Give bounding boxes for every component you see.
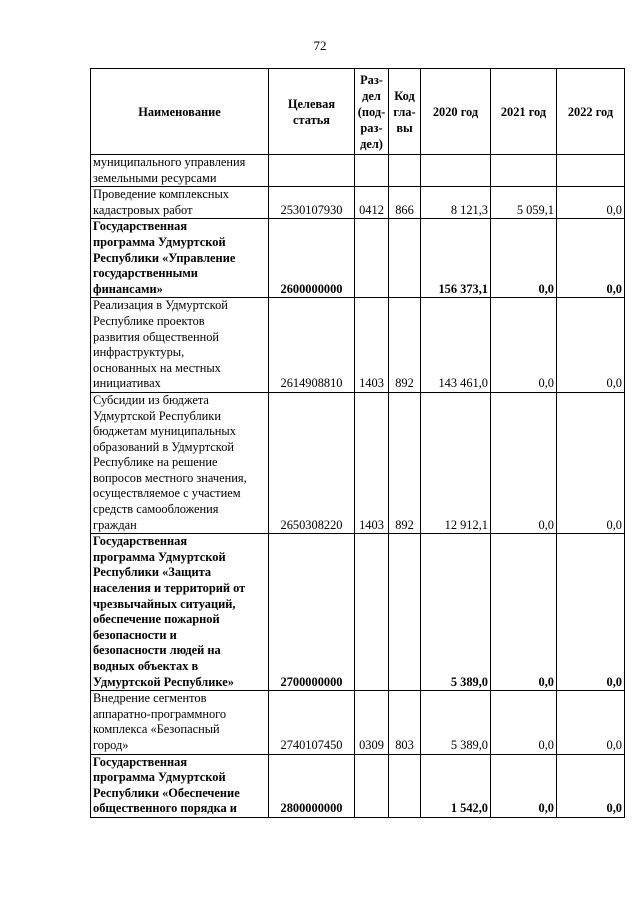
- page-number: 72: [313, 38, 327, 53]
- cell-chapter: [389, 534, 421, 691]
- cell-chapter: 803: [389, 691, 421, 754]
- cell-section: [355, 534, 389, 691]
- cell-target: 2800000000: [269, 754, 355, 817]
- cell-name: Реализация в Удмуртской Республике проектов развития общественной инфраструктуры, основанных на местных инициативах: [91, 298, 269, 393]
- cell-name: Государственная программа Удмуртской Республики «Защита населения и территорий от чрезвычайных ситуаций, обеспечение пожарной безопасности и безопасности людей на водных объектах в Удмуртской Республике»: [91, 534, 269, 691]
- cell-target: 2530107930: [269, 187, 355, 219]
- header-target: Целевая статья: [269, 69, 355, 155]
- cell-2020: 156 373,1: [421, 219, 491, 298]
- cell-2021: 0,0: [491, 691, 557, 754]
- cell-section: 1403: [355, 392, 389, 533]
- cell-name: Государственная программа Удмуртской Республики «Обеспечение общественного порядка и: [91, 754, 269, 817]
- header-row: [91, 69, 625, 155]
- cell-name: Государственная программа Удмуртской Республики «Управление государственными финансами»: [91, 219, 269, 298]
- header-section: Раз- дел (под- раз- дел): [355, 69, 389, 155]
- cell-2022: 0,0: [557, 392, 625, 533]
- cell-2021: [491, 155, 557, 187]
- cell-target: 2650308220: [269, 392, 355, 533]
- cell-2021: 0,0: [491, 392, 557, 533]
- cell-2021: 0,0: [491, 534, 557, 691]
- cell-target: [269, 155, 355, 187]
- cell-name: Проведение комплексных кадастровых работ: [91, 187, 269, 219]
- cell-2020: 5 389,0: [421, 534, 491, 691]
- cell-2022: 0,0: [557, 691, 625, 754]
- cell-chapter: [389, 155, 421, 187]
- cell-2022: 0,0: [557, 219, 625, 298]
- cell-target: 2614908810: [269, 298, 355, 393]
- cell-section: [355, 754, 389, 817]
- cell-2021: 0,0: [491, 754, 557, 817]
- table-row: [91, 392, 625, 533]
- cell-section: [355, 155, 389, 187]
- table-row: [91, 298, 625, 393]
- table-row: [91, 754, 625, 817]
- cell-2021: 0,0: [491, 219, 557, 298]
- cell-2022: 0,0: [557, 754, 625, 817]
- cell-2020: 143 461,0: [421, 298, 491, 393]
- cell-chapter: 866: [389, 187, 421, 219]
- cell-section: 0412: [355, 187, 389, 219]
- cell-2020: 5 389,0: [421, 691, 491, 754]
- table-body: [91, 155, 625, 818]
- cell-2021: 5 059,1: [491, 187, 557, 219]
- cell-section: [355, 219, 389, 298]
- cell-chapter: 892: [389, 392, 421, 533]
- header-2020: 2020 год: [421, 69, 491, 155]
- cell-name: муниципального управления земельными ресурсами: [91, 155, 269, 187]
- cell-2021: 0,0: [491, 298, 557, 393]
- cell-chapter: 892: [389, 298, 421, 393]
- cell-name: Внедрение сегментов аппаратно-программного комплекса «Безопасный город»: [91, 691, 269, 754]
- cell-2020: 1 542,0: [421, 754, 491, 817]
- cell-2022: 0,0: [557, 534, 625, 691]
- table-row: [91, 534, 625, 691]
- header-2022: 2022 год: [557, 69, 625, 155]
- header-name: Наименование: [91, 69, 269, 155]
- cell-2020: 12 912,1: [421, 392, 491, 533]
- header-2021: 2021 год: [491, 69, 557, 155]
- cell-target: 2600000000: [269, 219, 355, 298]
- cell-section: 1403: [355, 298, 389, 393]
- table-row: [91, 155, 625, 187]
- cell-2020: 8 121,3: [421, 187, 491, 219]
- table-row: [91, 187, 625, 219]
- budget-table: [90, 68, 625, 818]
- table-row: [91, 219, 625, 298]
- cell-chapter: [389, 219, 421, 298]
- cell-2022: 0,0: [557, 298, 625, 393]
- cell-target: 2700000000: [269, 534, 355, 691]
- cell-chapter: [389, 754, 421, 817]
- cell-2022: 0,0: [557, 187, 625, 219]
- cell-2022: [557, 155, 625, 187]
- header-chapter: Код гла- вы: [389, 69, 421, 155]
- cell-2020: [421, 155, 491, 187]
- table-row: [91, 691, 625, 754]
- cell-name: Субсидии из бюджета Удмуртской Республики бюджетам муниципальных образований в Удмуртской Республике на решение вопросов местного значения, осуществляемое с участием средств самообложения граждан: [91, 392, 269, 533]
- cell-section: 0309: [355, 691, 389, 754]
- cell-target: 2740107450: [269, 691, 355, 754]
